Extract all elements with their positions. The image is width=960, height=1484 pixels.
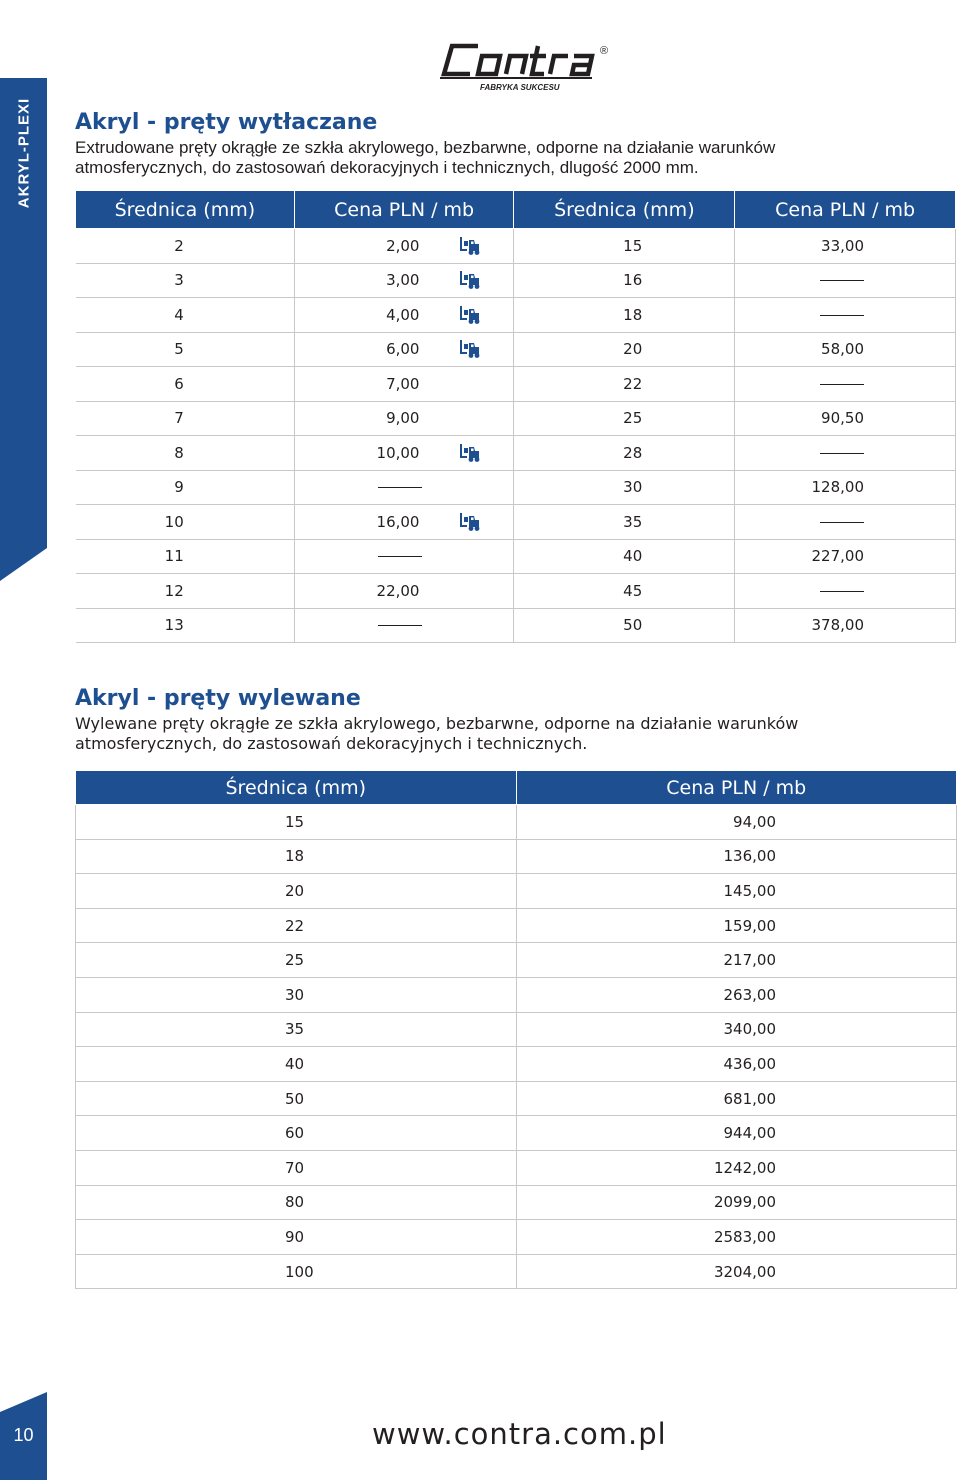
- cast-rods-table: [75, 771, 957, 1289]
- price-cell: [516, 1012, 956, 1047]
- table-row: [76, 539, 956, 574]
- forklift-icon: [460, 237, 480, 255]
- diameter-cell: [514, 263, 735, 298]
- price-cell-value: 681,00: [723, 1089, 776, 1108]
- price-cell-value: 159,00: [723, 916, 776, 935]
- price-cell-value: 263,00: [723, 985, 776, 1004]
- diameter-cell-value: 13: [164, 616, 184, 635]
- diameter-cell-value: 18: [285, 847, 305, 866]
- diameter-cell: [514, 539, 735, 574]
- price-cell-value: 436,00: [723, 1054, 776, 1073]
- diameter-cell-value: 35: [623, 512, 643, 531]
- price-cell-value: 136,00: [723, 847, 776, 866]
- diameter-cell-value: 28: [623, 443, 643, 462]
- diameter-cell-value: 35: [285, 1020, 305, 1039]
- side-tab-label-box: [0, 78, 47, 228]
- diameter-cell: [76, 908, 517, 943]
- table-row: [76, 470, 956, 505]
- price-cell: [294, 367, 514, 402]
- price-cell: [735, 470, 956, 505]
- diameter-cell: [514, 470, 735, 505]
- price-cell: [516, 1047, 956, 1082]
- diameter-cell: [514, 332, 735, 367]
- price-cell-value: 3204,00: [713, 1262, 776, 1281]
- diameter-cell: [514, 436, 735, 471]
- table-row: [76, 263, 956, 298]
- diameter-cell-value: 20: [285, 881, 305, 900]
- price-cell-value: 33,00: [821, 236, 864, 255]
- diameter-cell: [76, 943, 517, 978]
- registered-mark: ®: [600, 45, 609, 57]
- diameter-cell-value: 2: [174, 236, 184, 255]
- diameter-cell-value: 50: [623, 616, 643, 635]
- table-row: [76, 805, 957, 840]
- price-cell: [294, 470, 514, 505]
- price-cell: [516, 908, 956, 943]
- price-cell: [516, 1116, 956, 1151]
- diameter-cell-value: 10: [164, 512, 184, 531]
- price-cell-value: 4,00: [386, 305, 420, 324]
- diameter-cell: [76, 367, 295, 402]
- unavailable-dash: [820, 522, 864, 523]
- unavailable-dash: [820, 384, 864, 385]
- header-diameter: Średnica (mm): [76, 771, 517, 805]
- table-row: [76, 298, 956, 333]
- price-cell: [735, 332, 956, 367]
- price-cell-value: 22,00: [376, 581, 420, 600]
- price-cell: [294, 608, 514, 643]
- diameter-cell: [76, 229, 295, 264]
- price-cell: [516, 1254, 956, 1289]
- price-cell: [516, 805, 956, 840]
- price-cell-value: 2583,00: [713, 1227, 776, 1246]
- diameter-cell-value: 50: [285, 1089, 305, 1108]
- table-row: [76, 505, 956, 540]
- diameter-cell: [76, 574, 295, 609]
- table-row: [76, 332, 956, 367]
- page-number: 10: [13, 1425, 34, 1445]
- price-cell: [735, 436, 956, 471]
- price-cell-value: 10,00: [376, 443, 420, 462]
- diameter-cell-value: 11: [164, 547, 184, 566]
- diameter-cell: [514, 608, 735, 643]
- unavailable-dash: [378, 556, 422, 557]
- diameter-cell-value: 30: [623, 478, 643, 497]
- diameter-cell-value: 90: [285, 1227, 305, 1246]
- unavailable-dash: [378, 625, 422, 626]
- table-row: [76, 1012, 957, 1047]
- price-cell: [294, 332, 514, 367]
- section2-description-line2: atmosferycznych, do zastosowań dekoracyjnych i technicznych.: [75, 734, 588, 753]
- logo-tagline: FABRYKA SUKCESU: [480, 83, 560, 92]
- diameter-cell: [514, 574, 735, 609]
- price-cell: [735, 401, 956, 436]
- forklift-icon: [460, 306, 480, 324]
- forklift-icon: [460, 444, 480, 462]
- price-cell: [294, 436, 514, 471]
- diameter-cell: [76, 470, 295, 505]
- price-cell-value: 9,00: [386, 409, 420, 428]
- table-header-row: [76, 771, 957, 805]
- price-cell-value: 340,00: [723, 1020, 776, 1039]
- price-cell-value: 58,00: [821, 340, 864, 359]
- forklift-icon: [460, 271, 480, 289]
- table-row: [76, 229, 956, 264]
- table-row: [76, 943, 957, 978]
- price-cell: [735, 608, 956, 643]
- diameter-cell-value: 4: [174, 305, 184, 324]
- table-row: [76, 839, 957, 874]
- price-cell-value: 3,00: [386, 271, 420, 290]
- diameter-cell: [76, 1254, 517, 1289]
- diameter-cell-value: 8: [174, 443, 184, 462]
- diameter-cell-value: 3: [174, 271, 184, 290]
- website-url: www.contra.com.pl: [372, 1417, 667, 1451]
- price-cell: [516, 1150, 956, 1185]
- diameter-cell-value: 5: [174, 340, 184, 359]
- diameter-cell-value: 20: [623, 340, 643, 359]
- price-cell: [735, 539, 956, 574]
- table-row: [76, 1047, 957, 1082]
- side-tab-label: AKRYL-PLEXI: [15, 97, 32, 209]
- forklift-icon: [460, 513, 480, 531]
- diameter-cell: [76, 505, 295, 540]
- price-cell: [516, 839, 956, 874]
- diameter-cell: [76, 608, 295, 643]
- diameter-cell-value: 70: [285, 1158, 305, 1177]
- price-cell-value: 90,50: [821, 409, 864, 428]
- table-row: [76, 1116, 957, 1151]
- price-cell: [516, 1081, 956, 1116]
- table-row: [76, 1220, 957, 1255]
- diameter-cell-value: 22: [285, 916, 305, 935]
- diameter-cell: [76, 401, 295, 436]
- diameter-cell: [76, 436, 295, 471]
- forklift-icon: [460, 340, 480, 358]
- diameter-cell: [76, 1116, 517, 1151]
- diameter-cell: [76, 1012, 517, 1047]
- diameter-cell-value: 15: [285, 812, 305, 831]
- price-cell-value: 145,00: [723, 881, 776, 900]
- price-cell: [735, 505, 956, 540]
- table-row: [76, 367, 956, 402]
- price-cell: [735, 298, 956, 333]
- table-row: [76, 574, 956, 609]
- diameter-cell-value: 40: [285, 1054, 305, 1073]
- diameter-cell-value: 15: [623, 236, 643, 255]
- diameter-cell: [76, 263, 295, 298]
- diameter-cell-value: 25: [623, 409, 643, 428]
- price-cell-value: 2,00: [386, 236, 420, 255]
- section1-description-line2: atmosferycznych, do zastosowań dekoracyjnych i technicznych, dlugość 2000 mm.: [75, 158, 699, 177]
- table-row: [76, 608, 956, 643]
- price-cell-value: 128,00: [811, 478, 864, 497]
- price-cell: [735, 574, 956, 609]
- price-cell-value: 7,00: [386, 374, 420, 393]
- diameter-cell: [76, 1220, 517, 1255]
- unavailable-dash: [820, 280, 864, 281]
- price-cell: [735, 367, 956, 402]
- diameter-cell: [514, 367, 735, 402]
- diameter-cell: [76, 839, 517, 874]
- price-cell: [294, 505, 514, 540]
- diameter-cell: [514, 298, 735, 333]
- table-row: [76, 436, 956, 471]
- price-cell: [294, 574, 514, 609]
- diameter-cell: [76, 298, 295, 333]
- price-cell: [294, 229, 514, 264]
- table-row: [76, 1185, 957, 1220]
- diameter-cell-value: 16: [623, 271, 643, 290]
- diameter-cell-value: 6: [174, 374, 184, 393]
- price-cell: [516, 1185, 956, 1220]
- section1-title: Akryl - pręty wytłaczane: [75, 110, 378, 135]
- section2-description-line1: Wylewane pręty okrągłe ze szkła akrylowego, bezbarwne, odporne na działanie warunków: [75, 714, 799, 733]
- price-cell: [516, 977, 956, 1012]
- header-diameter: Średnica (mm): [76, 191, 295, 229]
- diameter-cell: [76, 1150, 517, 1185]
- extruded-rods-table: [75, 191, 956, 643]
- header-diameter-2: Średnica (mm): [514, 191, 735, 229]
- contra-logo: [438, 38, 618, 94]
- diameter-cell: [514, 505, 735, 540]
- diameter-cell-value: 25: [285, 951, 305, 970]
- price-cell: [294, 539, 514, 574]
- diameter-cell: [76, 805, 517, 840]
- diameter-cell: [76, 1081, 517, 1116]
- diameter-cell: [76, 1047, 517, 1082]
- unavailable-dash: [378, 487, 422, 488]
- price-cell: [294, 263, 514, 298]
- unavailable-dash: [820, 591, 864, 592]
- diameter-cell-value: 45: [623, 581, 643, 600]
- diameter-cell-value: 9: [174, 478, 184, 497]
- header-price: Cena PLN / mb: [294, 191, 514, 229]
- diameter-cell: [76, 1185, 517, 1220]
- price-cell: [516, 1220, 956, 1255]
- price-cell: [735, 229, 956, 264]
- diameter-cell-value: 80: [285, 1193, 305, 1212]
- price-cell-value: 94,00: [733, 812, 776, 831]
- diameter-cell: [76, 539, 295, 574]
- price-cell-value: 1242,00: [713, 1158, 776, 1177]
- price-cell: [516, 943, 956, 978]
- diameter-cell: [514, 401, 735, 436]
- price-cell-value: 2099,00: [713, 1193, 776, 1212]
- diameter-cell-value: 60: [285, 1124, 305, 1143]
- diameter-cell-value: 100: [285, 1262, 314, 1281]
- table-header-row: [76, 191, 956, 229]
- section1-description-line1: Extrudowane pręty okrągłe ze szkła akrylowego, bezbarwne, odporne na działanie warunków: [75, 138, 776, 157]
- price-cell: [735, 263, 956, 298]
- table-row: [76, 977, 957, 1012]
- diameter-cell: [514, 229, 735, 264]
- price-cell-value: 6,00: [386, 340, 420, 359]
- table-row: [76, 401, 956, 436]
- diameter-cell-value: 12: [164, 581, 184, 600]
- price-cell-value: 217,00: [723, 951, 776, 970]
- table-row: [76, 1150, 957, 1185]
- diameter-cell: [76, 977, 517, 1012]
- price-cell: [516, 874, 956, 909]
- price-cell-value: 944,00: [723, 1124, 776, 1143]
- diameter-cell-value: 22: [623, 374, 643, 393]
- unavailable-dash: [820, 315, 864, 316]
- price-cell: [294, 401, 514, 436]
- diameter-cell-value: 7: [174, 409, 184, 428]
- table-row: [76, 908, 957, 943]
- diameter-cell: [76, 874, 517, 909]
- price-cell-value: 378,00: [811, 616, 864, 635]
- header-price: Cena PLN / mb: [516, 771, 956, 805]
- unavailable-dash: [820, 453, 864, 454]
- diameter-cell: [76, 332, 295, 367]
- diameter-cell-value: 30: [285, 985, 305, 1004]
- table-row: [76, 874, 957, 909]
- diameter-cell-value: 18: [623, 305, 643, 324]
- section2-title: Akryl - pręty wylewane: [75, 686, 361, 711]
- header-price-2: Cena PLN / mb: [735, 191, 956, 229]
- diameter-cell-value: 40: [623, 547, 643, 566]
- price-cell: [294, 298, 514, 333]
- table-row: [76, 1081, 957, 1116]
- table-row: [76, 1254, 957, 1289]
- price-cell-value: 227,00: [811, 547, 864, 566]
- price-cell-value: 16,00: [376, 512, 420, 531]
